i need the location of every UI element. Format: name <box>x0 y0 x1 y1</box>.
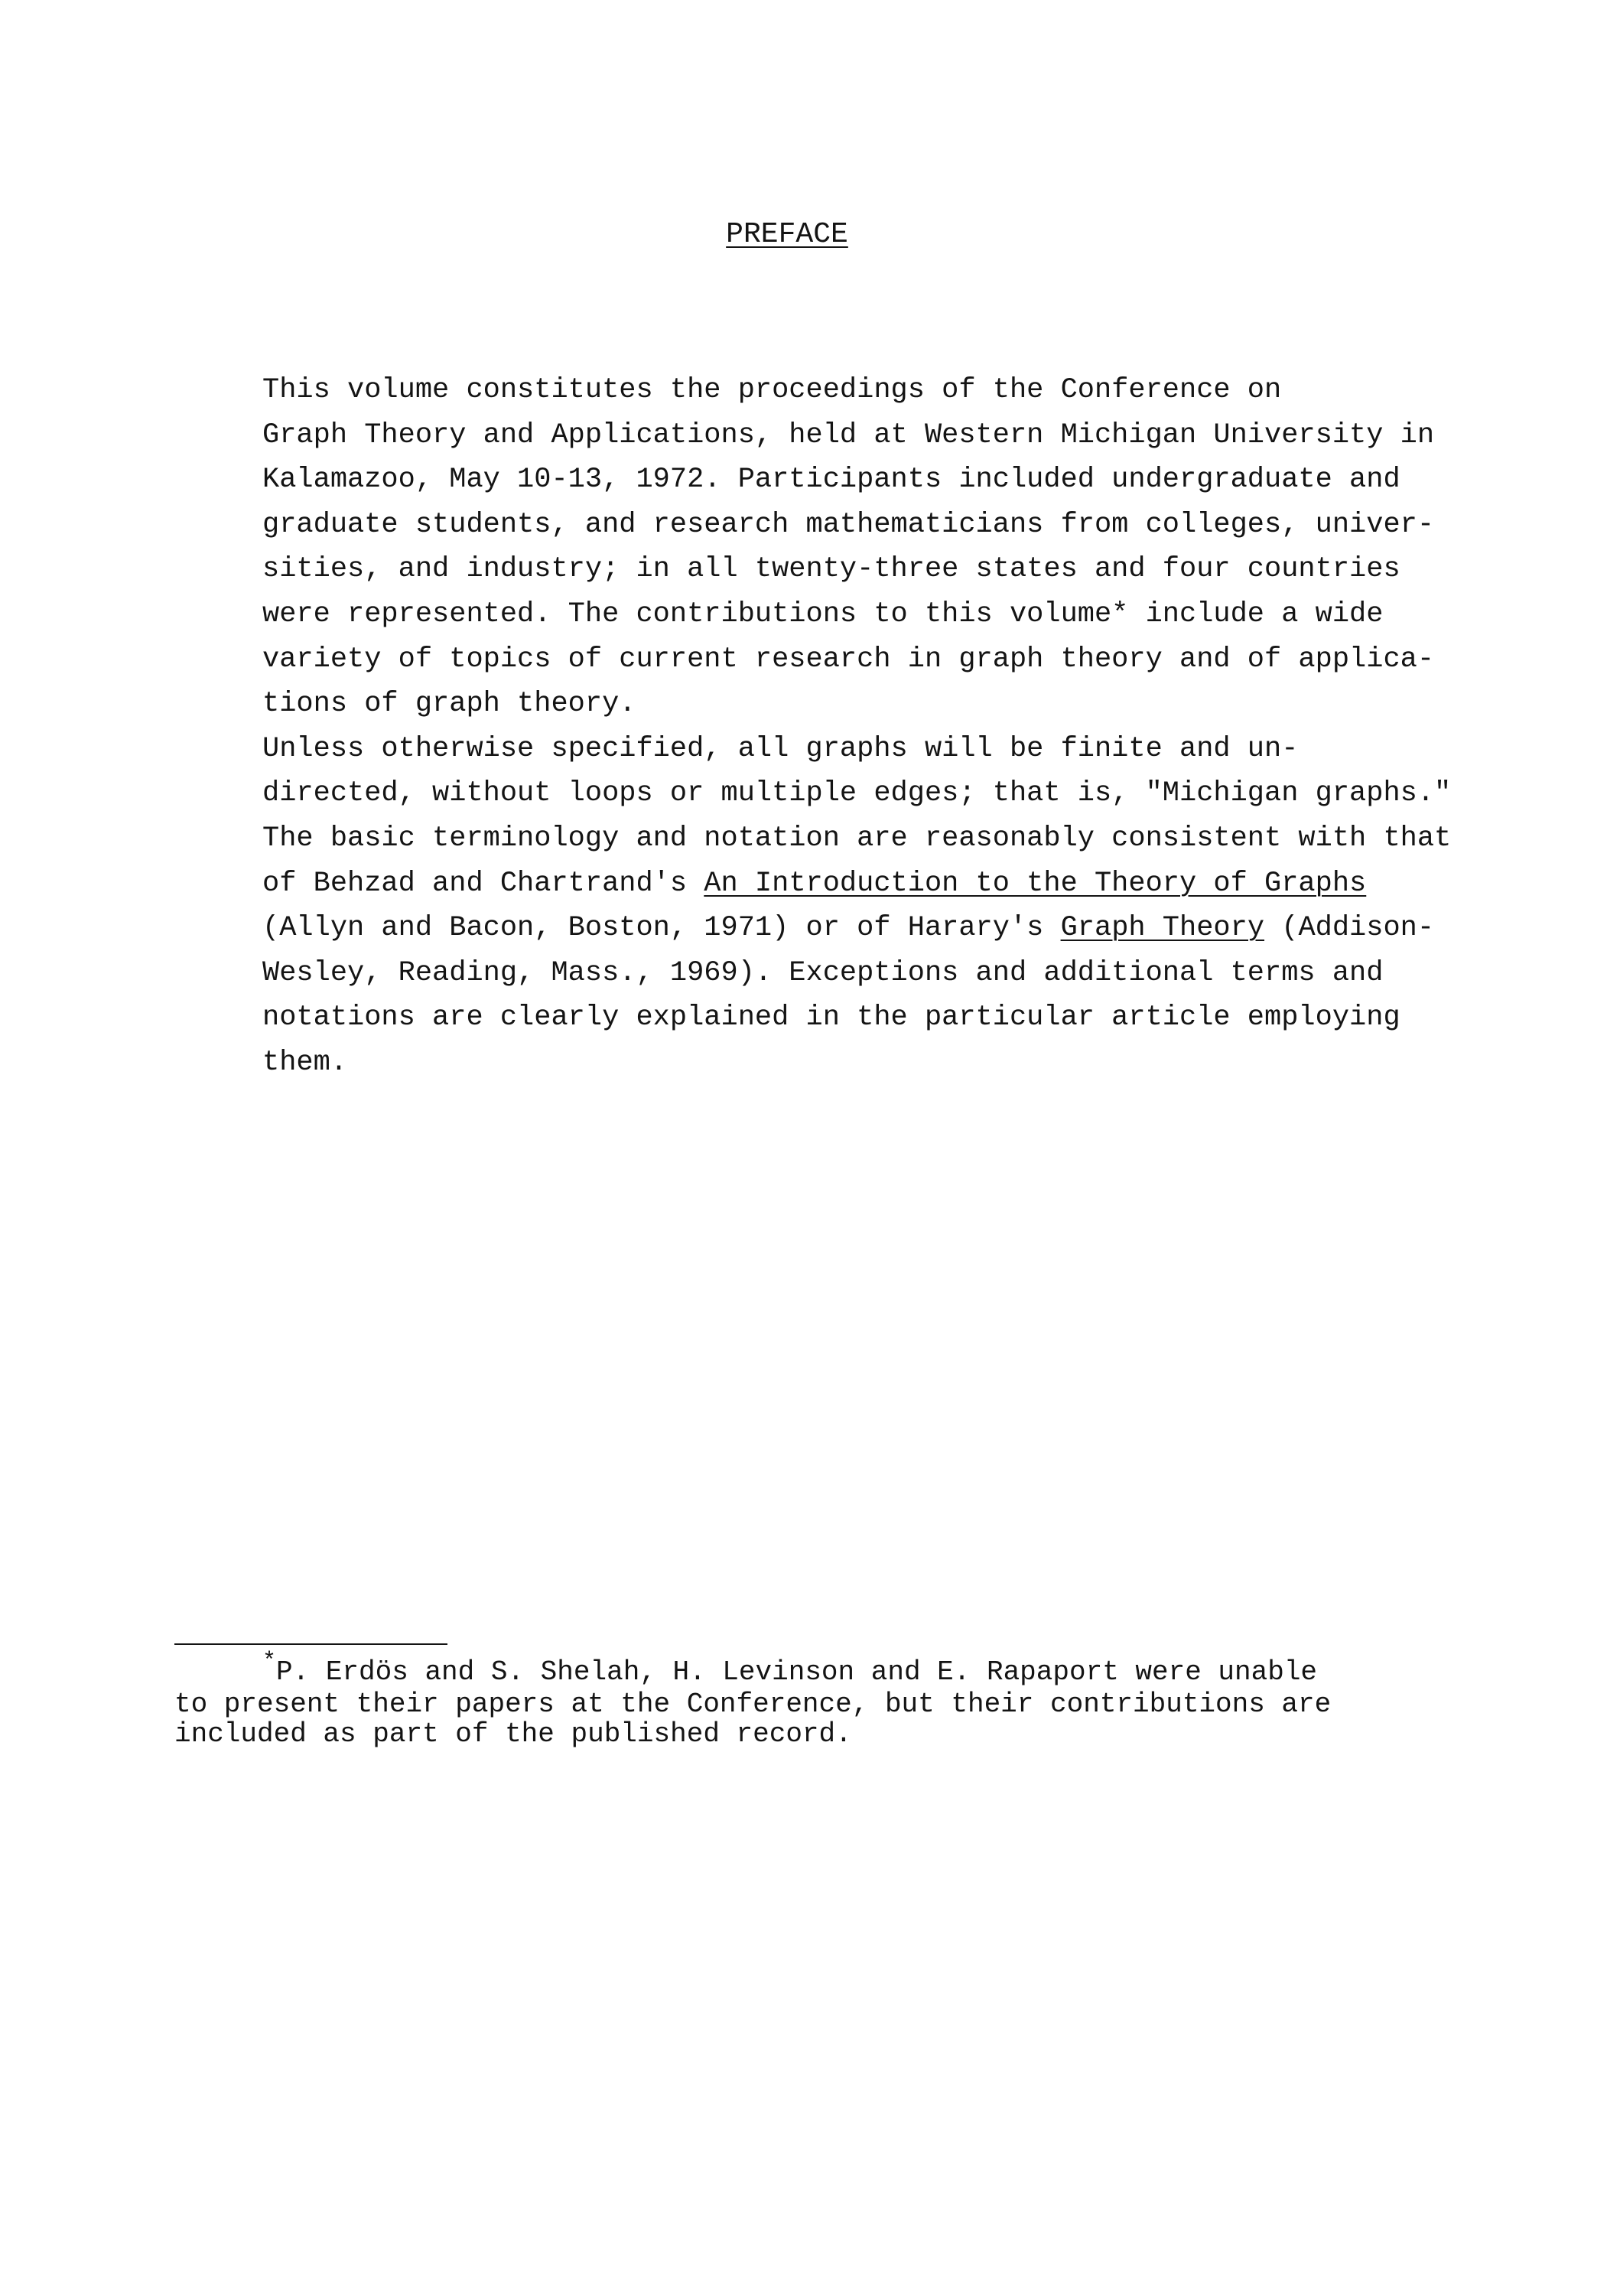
paragraph-2-line: them. <box>262 1046 348 1079</box>
paragraph-2-line: Wesley, Reading, Mass., 1969). Exceptions and additional terms and <box>262 956 1384 989</box>
paragraph-1-line: graduate students, and research mathematicians from colleges, univer- <box>262 508 1435 541</box>
paragraph-1 <box>174 368 1467 727</box>
footnote-line: included as part of the published record. <box>174 1718 852 1750</box>
paragraph-1-line: were represented. The contributions to this volume* include a wide <box>262 598 1384 630</box>
book-title-behzad-chartrand: An Introduction to the Theory of Graphs <box>704 867 1367 900</box>
paragraph-1-line: variety of topics of current research in graph theory and of applica- <box>262 643 1435 676</box>
book-title-harary: Graph Theory <box>1060 912 1265 945</box>
footnote-text: P. Erdös and S. Shelah, H. Levinson and E. Rapaport were unable <box>276 1656 1318 1688</box>
footnote <box>174 1649 1467 1750</box>
preface-body <box>174 368 1467 1086</box>
footnote-divider <box>174 1643 447 1645</box>
footnote-marker: * <box>262 1649 277 1675</box>
paragraph-1-line: Kalamazoo, May 10-13, 1972. Participants included undergraduate and <box>262 464 1400 497</box>
paragraph-1-line: This volume constitutes the proceedings of the Conference on <box>262 374 1282 406</box>
text-run: (Allyn and Bacon, Boston, 1971) or of Harary's <box>262 912 1061 945</box>
text-run: (Addison- <box>1264 912 1435 945</box>
footnote-line: to present their papers at the Conference, but their contributions are <box>174 1689 1332 1720</box>
paragraph-2 <box>174 727 1467 1086</box>
paragraph-2-line: Unless otherwise specified, all graphs will be finite and un- <box>262 732 1299 765</box>
paragraph-1-line: sities, and industry; in all twenty-three states and four countries <box>262 553 1400 586</box>
footnote-line <box>174 1649 1467 1689</box>
paragraph-2-line: The basic terminology and notation are reasonably consistent with that <box>262 822 1452 855</box>
paragraph-2-line <box>174 861 1467 907</box>
paragraph-2-line: notations are clearly explained in the particular article employing <box>262 1001 1400 1034</box>
page-title: PREFACE <box>726 218 848 251</box>
text-run: of Behzad and Chartrand's <box>262 867 704 900</box>
paragraph-2-line: directed, without loops or multiple edges; that is, "Michigan graphs." <box>262 777 1452 810</box>
paragraph-2-line <box>174 906 1467 951</box>
paragraph-1-line: Graph Theory and Applications, held at Western Michigan University in <box>262 418 1435 451</box>
paragraph-1-line: tions of graph theory. <box>262 688 636 721</box>
